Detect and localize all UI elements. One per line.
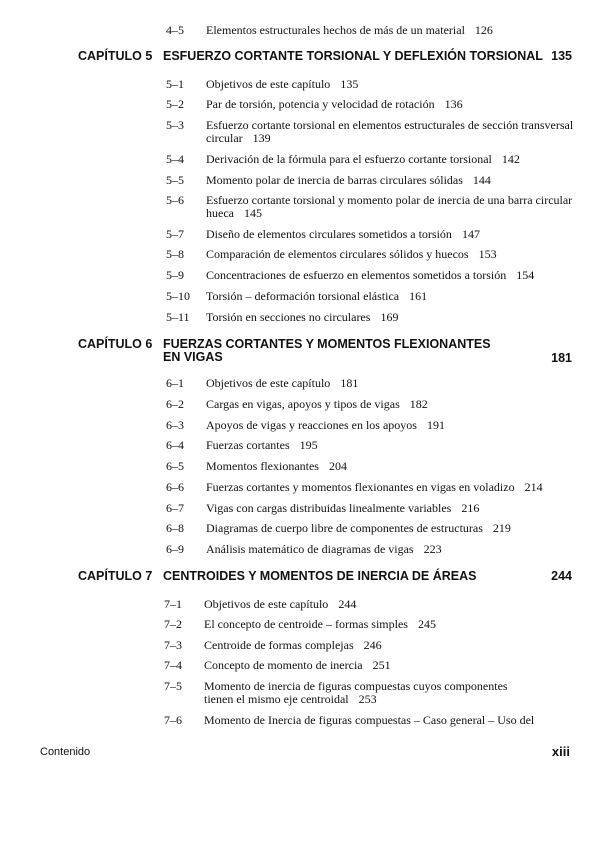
chapter-label: CAPÍTULO 7 [78,569,153,583]
section-page: 216 [461,501,480,515]
section-number: 5–1 [166,77,184,91]
section-title: Centroide de formas complejas [204,638,354,652]
section-title: Apoyos de vigas y reacciones en los apoyos [206,418,417,432]
section-title: Concentraciones de esfuerzo en elementos sometidos a torsión [206,268,507,282]
section-number: 5–5 [166,173,184,187]
chapter-page: 244 [551,569,572,583]
section-page: 181 [340,376,359,390]
section-title: Esfuerzo cortante torsional y momento polar de inercia de una barra circular hueca [206,193,573,220]
chapter-title: FUERZAS CORTANTES Y MOMENTOS FLEXIONANTES EN VIGAS [163,337,491,364]
section-title: Fuerzas cortantes [206,438,290,452]
section-title: Momentos flexionantes [206,459,319,473]
section-title: Esfuerzo cortante torsional en elementos estructurales de sección transversal circular [206,118,574,145]
section-page: 142 [501,152,520,166]
section-number: 7–3 [164,638,182,652]
section-page: 191 [426,418,445,432]
section-number: 5–6 [166,193,184,207]
section-number: 5–10 [166,289,190,303]
section-title: Vigas con cargas distribuidas linealmente variables [206,501,452,515]
section-number: 6–9 [166,542,184,556]
chapter-title: CENTROIDES Y MOMENTOS DE INERCIA DE ÁREAS [163,569,477,583]
section-number: 7–4 [164,658,182,672]
section-number: 6–8 [166,521,184,535]
running-footer-section: Contenido [40,746,91,758]
section-number: 5–9 [166,268,184,282]
section-title: Objetivos de este capítulo [204,597,329,611]
section-title: El concepto de centroide – formas simples [204,617,408,631]
section-page: 214 [524,480,543,494]
section-title: Concepto de momento de inercia [204,658,363,672]
section-page: 223 [423,542,442,556]
section-page: 204 [328,459,347,473]
section-title: Objetivos de este capítulo [206,77,331,91]
section-title: Momento de Inercia de figuras compuestas – Caso general – Uso del [204,713,535,727]
section-number: 5–8 [166,247,184,261]
chapter-label: CAPÍTULO 6 [78,337,153,351]
section-title: Objetivos de este capítulo [206,376,331,390]
section-page: 251 [372,658,391,672]
section-page: 136 [444,97,463,111]
section-page: 244 [338,597,357,611]
section-number: 6–4 [166,438,184,452]
section-page: 126 [474,23,493,37]
section-number: 7–2 [164,617,182,631]
section-page: 135 [340,77,359,91]
section-title: Comparación de elementos circulares sólidos y huecos [206,247,469,261]
section-number: 5–3 [166,118,184,132]
section-number: 5–2 [166,97,184,111]
chapter-page: 135 [551,49,572,63]
section-page: 154 [516,268,535,282]
section-number: 4–5 [166,23,184,37]
section-title: Momento polar de inercia de barras circulares sólidas [206,173,463,187]
section-page: 161 [409,289,428,303]
section-page: 219 [492,521,511,535]
section-title: Elementos estructurales hechos de más de un material [206,23,465,37]
section-number: 7–5 [164,679,182,693]
section-page: 169 [380,310,399,324]
section-number: 5–4 [166,152,184,166]
chapter-title: ESFUERZO CORTANTE TORSIONAL Y DEFLEXIÓN TORSIONAL [163,49,543,63]
section-title: Fuerzas cortantes y momentos flexionantes en vigas en voladizo [206,480,515,494]
section-number: 7–1 [164,597,182,611]
section-page: 182 [409,397,428,411]
section-number: 5–7 [166,227,184,241]
section-page: 253 [358,692,377,706]
section-number: 5–11 [166,310,190,324]
section-page: 147 [461,227,480,241]
section-title: Cargas en vigas, apoyos y tipos de vigas [206,397,400,411]
section-page: 144 [472,173,491,187]
section-number: 6–3 [166,418,184,432]
section-title: Par de torsión, potencia y velocidad de rotación [206,97,435,111]
section-page: 195 [299,438,318,452]
section-number: 6–1 [166,376,184,390]
section-number: 6–2 [166,397,184,411]
chapter-heading [0,338,600,368]
section-title: Análisis matemático de diagramas de vigas [206,542,414,556]
chapter-label: CAPÍTULO 5 [78,49,153,63]
section-page: 246 [363,638,382,652]
section-title: Diagramas de cuerpo libre de componentes de estructuras [206,521,483,535]
chapter-page: 181 [551,351,572,365]
section-title: Diseño de elementos circulares sometidos a torsión [206,227,452,241]
section-title: Torsión – deformación torsional elástica [206,289,400,303]
section-number: 6–7 [166,501,184,515]
section-number: 6–5 [166,459,184,473]
section-title: Torsión en secciones no circulares [206,310,371,324]
section-title: Derivación de la fórmula para el esfuerzo cortante torsional [206,152,492,166]
section-title: Momento de inercia de figuras compuestas cuyos componentes tienen el mismo eje centroidal [204,679,508,706]
section-page: 145 [243,206,262,220]
page-number: xiii [551,744,570,759]
section-number: 7–6 [164,713,182,727]
section-page: 139 [252,131,271,145]
section-page: 245 [417,617,436,631]
section-page: 153 [478,247,497,261]
section-number: 6–6 [166,480,184,494]
